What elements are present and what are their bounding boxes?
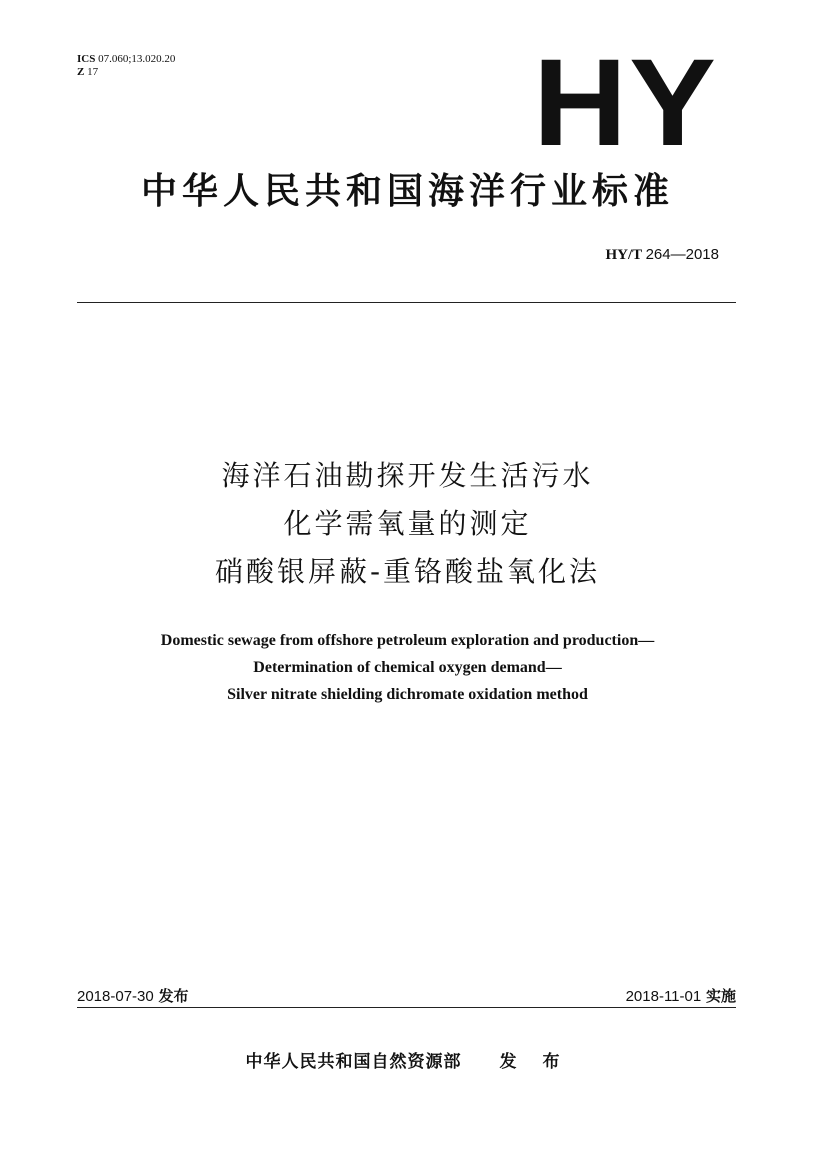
standard-number-prefix: HY/T (605, 247, 642, 263)
implementation-date-value: 2018-11-01 (625, 988, 702, 1005)
bottom-divider (77, 1007, 736, 1008)
standard-number-value: 264—2018 (645, 246, 719, 263)
ccs-value: 17 (87, 66, 99, 78)
implementation-date-label: 实施 (705, 987, 736, 1005)
standard-number (605, 246, 719, 264)
top-divider (77, 302, 736, 303)
ccs-label: Z (77, 66, 85, 78)
ics-label: ICS (77, 53, 96, 65)
ics-value: 07.060;13.020.20 (98, 53, 176, 65)
ccs-code (77, 66, 175, 79)
english-title-line: Determination of chemical oxygen demand— (253, 659, 562, 676)
publisher-line (0, 1047, 815, 1072)
english-title-line: Domestic sewage from offshore petroleum exploration and production— (160, 632, 655, 649)
issue-date (77, 985, 189, 1006)
ics-code (77, 53, 175, 66)
english-title-line: Silver nitrate shielding dichromate oxidation method (227, 686, 588, 703)
classification-codes (77, 53, 175, 79)
implementation-date (626, 985, 736, 1006)
issue-date-label: 发布 (158, 987, 189, 1005)
issuing-authority: 中华人民共和国自然资源部 (245, 1052, 462, 1072)
chinese-title-line: 海洋石油勘探开发生活污水 (221, 459, 594, 492)
chinese-title-line: 化学需氧量的测定 (283, 507, 532, 540)
publish-label: 发 布 (499, 1052, 570, 1072)
chinese-title-line: 硝酸银屏蔽-重铬酸盐氧化法 (214, 555, 601, 588)
issue-date-value: 2018-07-30 (77, 988, 154, 1005)
chinese-title (0, 452, 815, 596)
standard-category-title: 中华人民共和国海洋行业标准 (140, 171, 674, 212)
hy-logo: HY (533, 34, 719, 172)
english-title (0, 627, 815, 708)
